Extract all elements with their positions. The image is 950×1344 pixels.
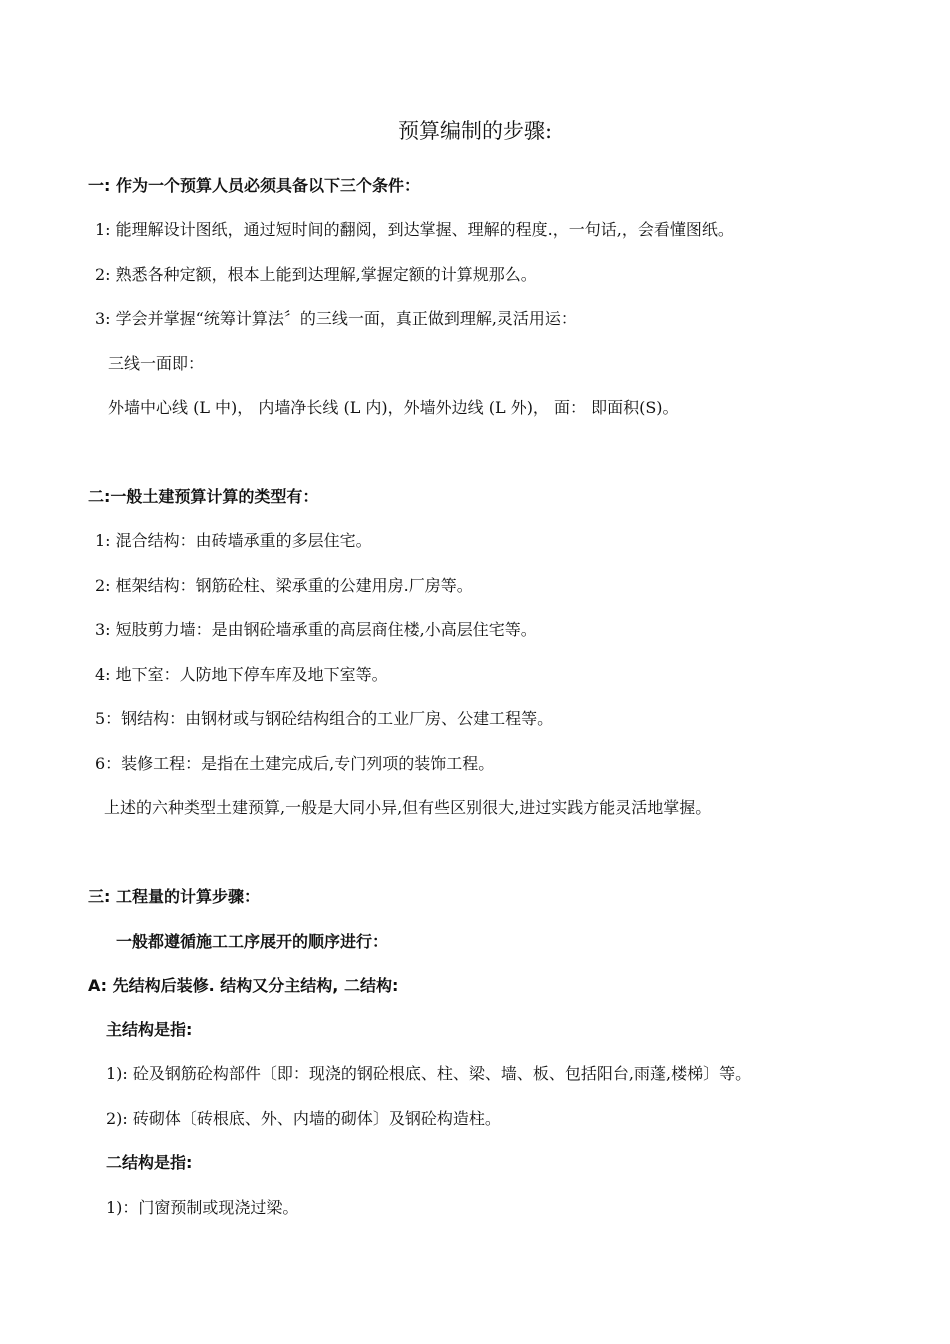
page-title: 预算编制的步骤:	[397, 119, 553, 143]
three-lines-one-face-definition: 外墙中心线 (L 中)， 内墙净长线 (L 内)，外墙外边线 (L 外)， 面： 即面积(S)。	[108, 398, 679, 417]
section-2-summary: 上述的六种类型土建预算,一般是大同小异,但有些区别很大,进过实践方能灵活地掌握。	[104, 798, 712, 817]
main-structure-item-1: 1): 砼及钢筋砼构部件〔即：现浇的钢砼根底、柱、梁、墙、板、包括阳台,雨蓬,楼梯〕等。	[106, 1064, 752, 1083]
section-2-heading: 二:一般土建预算计算的类型有：	[88, 487, 319, 506]
main-structure-heading: 主结构是指:	[106, 1020, 193, 1039]
section-1-heading: 一: 作为一个预算人员必须具备以下三个条件：	[88, 176, 420, 195]
three-lines-one-face-heading: 三线一面即：	[108, 354, 205, 373]
section-1-item-1: 1: 能理解设计图纸，通过短时间的翻阅，到达掌握、理解的程度.，一句话,，会看懂图纸。	[95, 220, 734, 239]
section-2-item-5: 5：钢结构：由钢材或与钢砼结构组合的工业厂房、公建工程等。	[95, 709, 554, 728]
section-1-item-2: 2: 熟悉各种定额，根本上能到达理解,掌握定额的计算规那么。	[95, 265, 537, 284]
main-structure-item-2: 2): 砖砌体〔砖根底、外、内墙的砌体〕及钢砼构造柱。	[106, 1109, 501, 1128]
section-2-item-4: 4: 地下室：人防地下停车库及地下室等。	[95, 665, 388, 684]
section-2-item-3: 3: 短肢剪力墙：是由钢砼墙承重的高层商住楼,小高层住宅等。	[95, 620, 537, 639]
section-3-heading: 三: 工程量的计算步骤：	[88, 887, 260, 906]
section-1-item-3: 3: 学会并掌握“统筹计算法〞的三线一面，真正做到理解,灵活用运：	[95, 309, 577, 328]
section-2-item-1: 1: 混合结构：由砖墙承重的多层住宅。	[95, 531, 372, 550]
section-3-point-a: A: 先结构后装修. 结构又分主结构, 二结构:	[88, 976, 399, 995]
secondary-structure-item-1: 1)：门窗预制或现浇过梁。	[106, 1198, 299, 1217]
secondary-structure-heading: 二结构是指:	[106, 1153, 193, 1172]
section-3-intro: 一般都遵循施工工序展开的顺序进行：	[116, 932, 389, 951]
section-2-item-6: 6：装修工程：是指在土建完成后,专门列项的装饰工程。	[95, 754, 495, 773]
section-2-item-2: 2: 框架结构：钢筋砼柱、梁承重的公建用房.厂房等。	[95, 576, 473, 595]
